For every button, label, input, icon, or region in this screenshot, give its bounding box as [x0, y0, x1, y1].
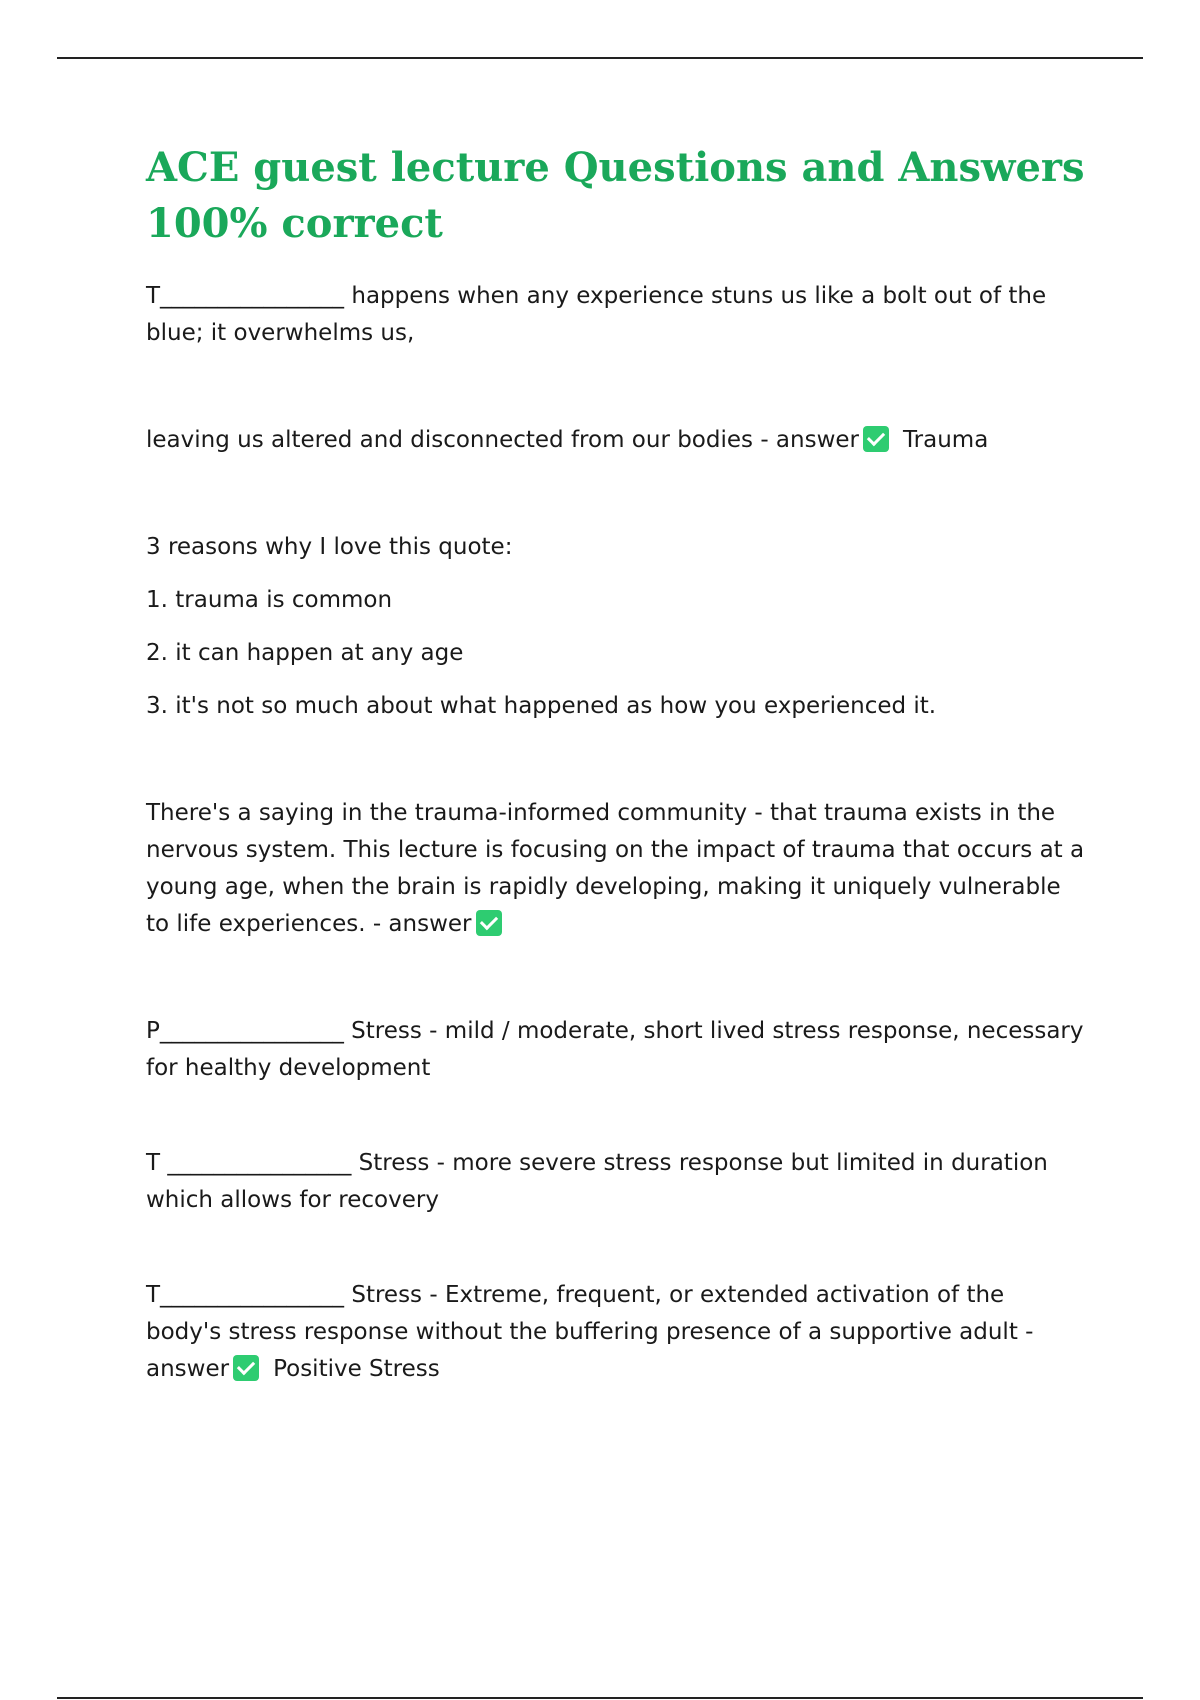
question-5 [146, 1277, 1086, 1388]
question-5-answer: Positive Stress [273, 1356, 440, 1382]
quote-item-2: 2. it can happen at any age [146, 640, 464, 666]
check-box-icon [863, 426, 889, 452]
question-1-prompt: T________________ happens when any experience stuns us like a bolt out of the blue; it overwhelms us, [146, 283, 1054, 346]
quote-item-3: 3. it's not so much about what happened as how you experienced it. [146, 693, 937, 719]
quote-intro: 3 reasons why I love this quote: [146, 534, 513, 560]
question-3: P________________ Stress - mild / moderate, short lived stress response, necessary for healthy development [146, 1018, 1091, 1081]
question-1-answer: Trauma [903, 427, 989, 453]
bottom-rule [57, 1697, 1143, 1699]
document-title: ACE guest lecture Questions and Answers 100% correct [146, 144, 1085, 247]
question-1-answer-line [146, 422, 1086, 459]
check-box-icon [233, 1355, 259, 1381]
question-5-text: T________________ Stress - Extreme, frequent, or extended activation of the body's stress response without the buffering presence of a supportive adult - answer [146, 1282, 1041, 1382]
question-4: T ________________ Stress - more severe stress response but limited in duration which allows for recovery [146, 1150, 1056, 1213]
top-rule [57, 57, 1143, 59]
question-2 [146, 795, 1092, 943]
check-box-icon [476, 910, 502, 936]
question-2-text: There's a saying in the trauma-informed community - that trauma exists in the nervous system. This lecture is focusing on the impact of trauma that occurs at a young age, when the brain is rapidly developing, making it uniquely vulnerable to life experiences. - answer [146, 800, 1092, 937]
question-1-continuation: leaving us altered and disconnected from our bodies - answer [146, 427, 859, 453]
quote-item-1: 1. trauma is common [146, 587, 393, 613]
document-body [146, 140, 1092, 1388]
